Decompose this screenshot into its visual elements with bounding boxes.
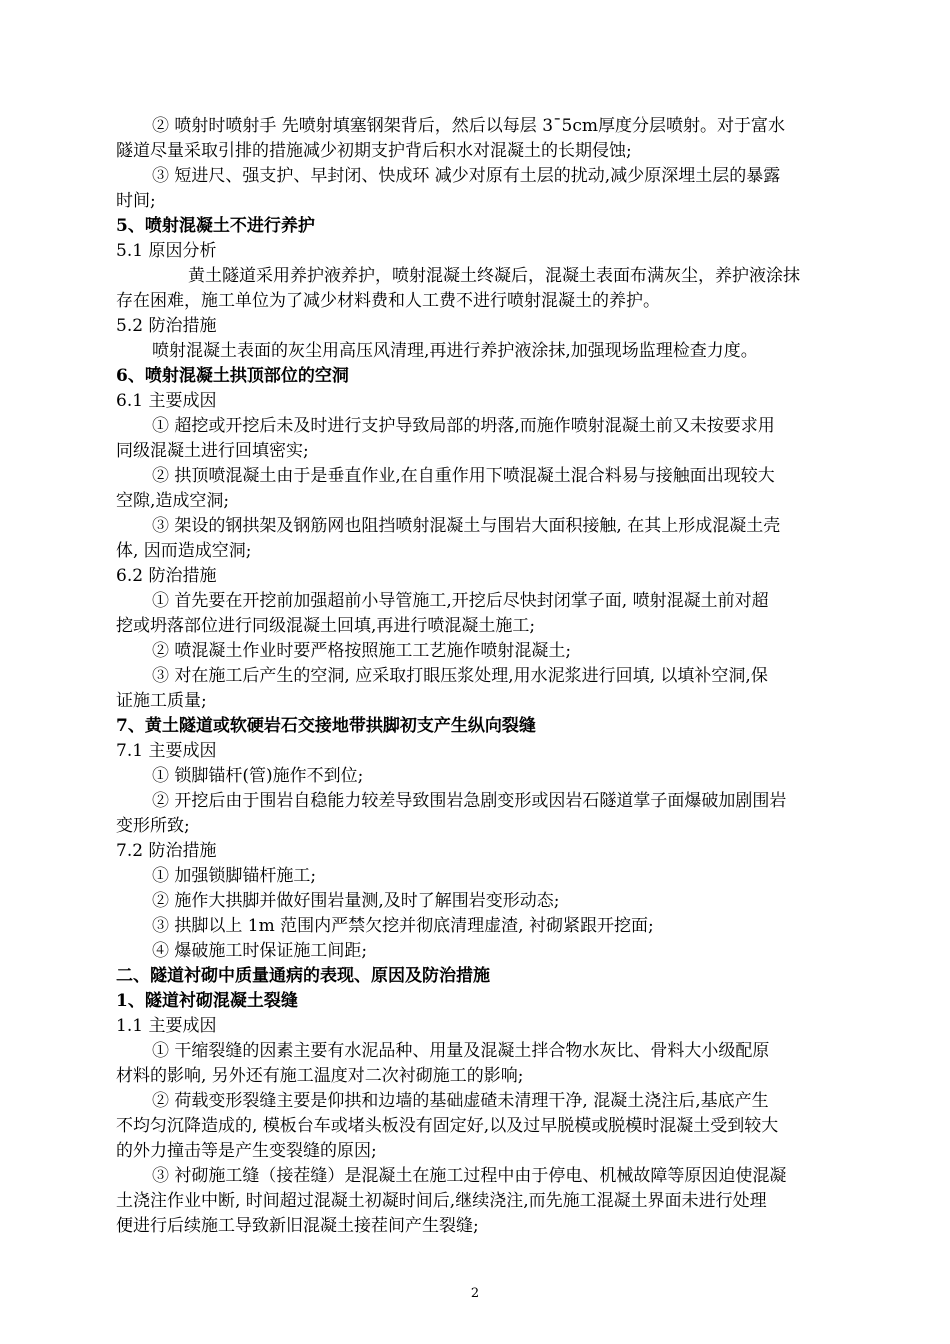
text-line: 土浇注作业中断, 时间超过混凝土初凝时间后,继续浇注,而先施工混凝土界面未进行处理 — [116, 1191, 767, 1211]
text-line: ① 加强锁脚锚杆施工; — [152, 866, 317, 886]
section-heading: 7、黄土隧道或软硬岩石交接地带拱脚初支产生纵向裂缝 — [116, 716, 536, 736]
text-line: 存在困难，施工单位为了减少材料费和人工费不进行喷射混凝土的养护。 — [116, 291, 660, 311]
text-line: 空隙,造成空洞; — [116, 491, 230, 511]
text-line: ③ 架设的钢拱架及钢筋网也阻挡喷射混凝土与围岩大面积接触, 在其上形成混凝土壳 — [152, 516, 781, 536]
text-line: ① 首先要在开挖前加强超前小导管施工,开挖后尽快封闭掌子面, 喷射混凝土前对超 — [152, 591, 769, 611]
text-line: 7.1 主要成因 — [116, 741, 217, 761]
text-line: ③ 对在施工后产生的空洞, 应采取打眼压浆处理,用水泥浆进行回填, 以填补空洞,保 — [152, 666, 768, 686]
text-line: 证施工质量; — [116, 691, 207, 711]
text-line: ③ 短进尺、强支护、早封闭、快成环 减少对原有土层的扰动,减少原深埋土层的暴露 — [152, 166, 781, 186]
text-line: 材料的影响, 另外还有施工温度对二次衬砌施工的影响; — [116, 1066, 524, 1086]
text-line: ③ 拱脚以上 1m 范围内严禁欠挖并彻底清理虚渣, 衬砌紧跟开挖面; — [152, 916, 654, 936]
text-line: ① 干缩裂缝的因素主要有水泥品种、用量及混凝土拌合物水灰比、骨料大小级配原 — [152, 1041, 770, 1061]
text-line: ③ 衬砌施工缝（接茬缝）是混凝土在施工过程中由于停电、机械故障等原因迫使混凝 — [152, 1166, 787, 1186]
page-number: 2 — [470, 1286, 480, 1301]
section-heading: 二、隧道衬砌中质量通病的表现、原因及防治措施 — [116, 966, 490, 986]
text-line: 1.1 主要成因 — [116, 1016, 217, 1036]
text-line: 挖或坍落部位进行同级混凝土回填,再进行喷混凝土施工; — [116, 616, 536, 636]
section-heading: 1、隧道衬砌混凝土裂缝 — [116, 991, 298, 1011]
text-line: ② 拱顶喷混凝土由于是垂直作业,在自重作用下喷混凝土混合料易与接触面出现较大 — [152, 466, 775, 486]
text-line: 7.2 防治措施 — [116, 841, 217, 861]
text-line: 5.1 原因分析 — [116, 241, 217, 261]
text-line: ① 超挖或开挖后未及时进行支护导致局部的坍落,而施作喷射混凝土前又未按要求用 — [152, 416, 775, 436]
text-line: 同级混凝土进行回填密实; — [116, 441, 309, 461]
text-line: 体, 因而造成空洞; — [116, 541, 252, 561]
text-line: 黄土隧道采用养护液养护，喷射混凝土终凝后，混凝土表面布满灰尘，养护液涂抹 — [188, 266, 800, 286]
text-line: ① 锁脚锚杆(管)施作不到位; — [152, 766, 364, 786]
text-line: ④ 爆破施工时保证施工间距; — [152, 941, 368, 961]
text-line: ② 开挖后由于围岩自稳能力较差导致围岩急剧变形或因岩石隧道掌子面爆破加剧围岩 — [152, 791, 787, 811]
section-heading: 5、喷射混凝土不进行养护 — [116, 216, 315, 236]
text-line: ② 施作大拱脚并做好围岩量测,及时了解围岩变形动态; — [152, 891, 560, 911]
text-line: ② 喷混凝土作业时要严格按照施工工艺施作喷射混凝土; — [152, 641, 572, 661]
text-line: 的外力撞击等是产生变裂缝的原因; — [116, 1141, 377, 1161]
text-line: 变形所致; — [116, 816, 190, 836]
text-line: 不均匀沉降造成的, 模板台车或堵头板没有固定好,以及过早脱模或脱模时混凝土受到较大 — [116, 1116, 779, 1136]
text-line: 时间; — [116, 191, 156, 211]
text-line: 喷射混凝土表面的灰尘用高压风清理,再进行养护液涂抹,加强现场监理检查力度。 — [152, 341, 758, 361]
section-heading: 6、喷射混凝土拱顶部位的空洞 — [116, 366, 349, 386]
text-line: 5.2 防治措施 — [116, 316, 217, 336]
text-line: 便进行后续施工导致新旧混凝土接茬间产生裂缝; — [116, 1216, 479, 1236]
text-line: 6.2 防治措施 — [116, 566, 217, 586]
text-line: ② 喷射时喷射手 先喷射填塞钢架背后，然后以每层 3¯5cm厚度分层喷射。对于富水 — [152, 116, 785, 136]
text-line: 6.1 主要成因 — [116, 391, 217, 411]
text-line: 隧道尽量采取引排的措施减少初期支护背后积水对混凝土的长期侵蚀; — [116, 141, 632, 161]
text-line: ② 荷载变形裂缝主要是仰拱和边墙的基础虚碴未清理干净, 混凝土浇注后,基底产生 — [152, 1091, 769, 1111]
